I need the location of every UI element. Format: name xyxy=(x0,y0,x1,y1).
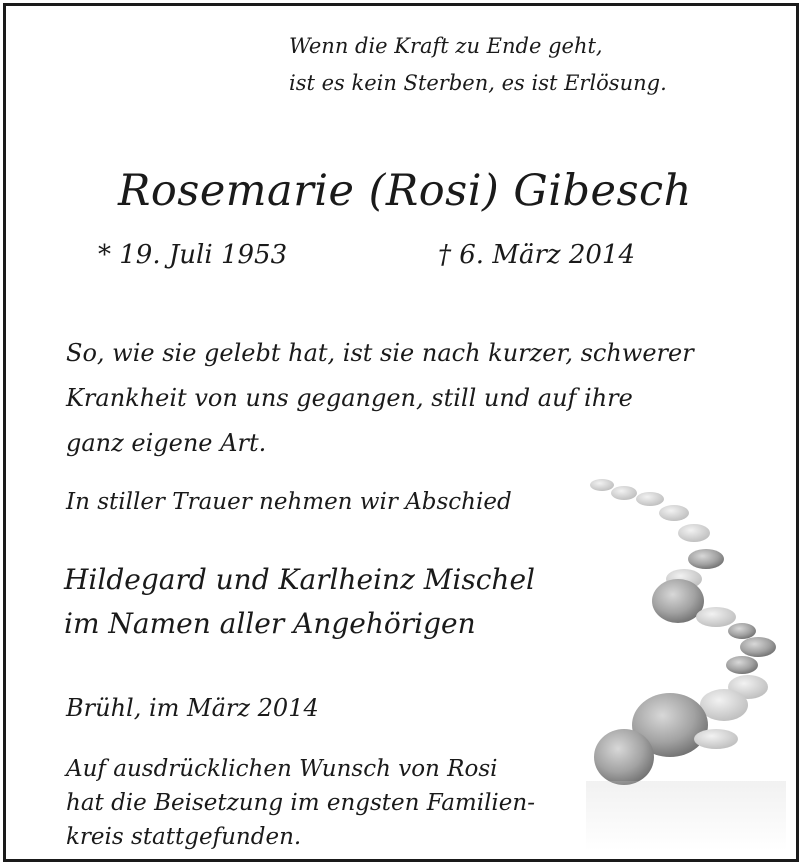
death-date: † 6. März 2014 xyxy=(438,240,636,270)
stone-path-image xyxy=(566,461,796,861)
obituary-message xyxy=(66,331,746,466)
message-line-1: So, wie sie gelebt hat, ist sie nach kurzer, schwerer xyxy=(66,339,694,367)
burial-note-line-3: kreis stattgefunden. xyxy=(66,824,302,850)
burial-note xyxy=(66,752,535,854)
stone-group xyxy=(586,479,786,851)
deceased-name: Rosemarie (Rosi) Gibesch xyxy=(118,166,692,216)
mourners-line-1: Hildegard und Karlheinz Mischel xyxy=(64,563,535,596)
message-line-2: Krankheit von uns gegangen, still und auf ihre xyxy=(66,384,633,412)
message-line-3: ganz eigene Art. xyxy=(66,429,267,457)
birth-date: * 19. Juli 1953 xyxy=(98,240,288,270)
burial-note-line-2: hat die Beisetzung im engsten Familien- xyxy=(66,790,535,816)
motto-line-1: Wenn die Kraft zu Ende geht, xyxy=(289,34,603,58)
burial-note-line-1: Auf ausdrücklichen Wunsch von Rosi xyxy=(66,756,498,782)
place-date: Brühl, im März 2014 xyxy=(66,694,319,722)
mourners xyxy=(64,558,535,646)
mourners-line-2: im Namen aller Angehörigen xyxy=(64,607,476,640)
motto xyxy=(289,28,667,102)
motto-line-2: ist es kein Sterben, es ist Erlösung. xyxy=(289,71,667,95)
obituary-card xyxy=(3,3,799,862)
mourning-line: In stiller Trauer nehmen wir Abschied xyxy=(66,489,512,515)
